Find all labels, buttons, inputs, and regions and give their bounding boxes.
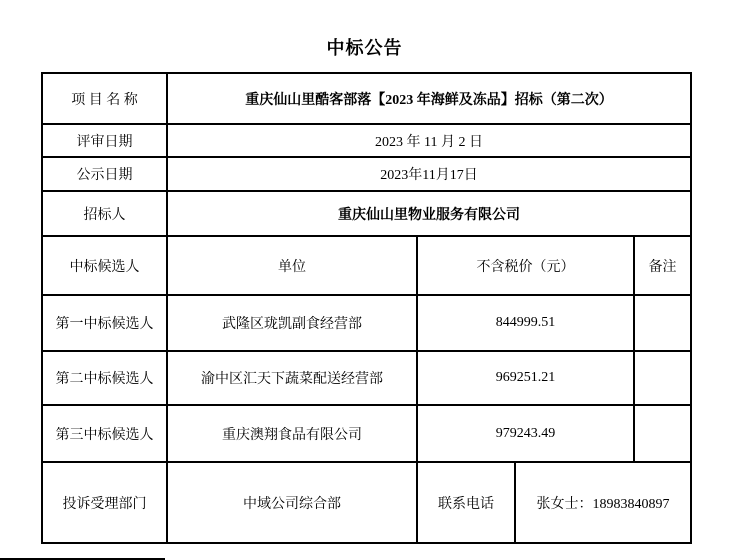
candidate-2-unit: 渝中区汇天下蔬菜配送经营部 — [167, 351, 417, 405]
review-date-value: 2023 年 11 月 2 日 — [167, 124, 691, 157]
candidate-3-rank: 第三中标候选人 — [42, 405, 167, 462]
tenderee-row — [42, 191, 691, 236]
candidate-row-2 — [42, 351, 691, 405]
page-title: 中标公告 — [326, 38, 403, 58]
candidate-row-1 — [42, 295, 691, 351]
project-name-value: 重庆仙山里酷客部落【2023 年海鲜及冻品】招标（第二次） — [167, 73, 691, 124]
publicity-date-row — [42, 157, 691, 191]
candidate-2-rank: 第二中标候选人 — [42, 351, 167, 405]
candidate-1-remark — [634, 295, 691, 351]
complaint-dept-label: 投诉受理部门 — [42, 462, 167, 543]
publicity-date-value: 2023年11月17日 — [167, 157, 691, 191]
candidate-column-header: 中标候选人 — [42, 236, 167, 295]
project-name-label: 项 目 名 称 — [42, 73, 167, 124]
candidate-1-rank: 第一中标候选人 — [42, 295, 167, 351]
review-date-label: 评审日期 — [42, 124, 167, 157]
candidate-2-price: 969251.21 — [417, 351, 634, 405]
tenderee-label: 招标人 — [42, 191, 167, 236]
phone-label: 联系电话 — [417, 462, 515, 543]
tenderee-value: 重庆仙山里物业服务有限公司 — [167, 191, 691, 236]
price-column-header: 不含税价（元） — [417, 236, 634, 295]
candidate-3-unit: 重庆澳翔食品有限公司 — [167, 405, 417, 462]
candidate-2-remark — [634, 351, 691, 405]
publicity-date-label: 公示日期 — [42, 157, 167, 191]
remark-column-header: 备注 — [634, 236, 691, 295]
complaint-dept-value: 中域公司综合部 — [167, 462, 417, 543]
review-date-row — [42, 124, 691, 157]
candidate-1-price: 844999.51 — [417, 295, 634, 351]
candidate-1-unit: 武隆区珑凯副食经营部 — [167, 295, 417, 351]
candidate-3-remark — [634, 405, 691, 462]
phone-contact-value: 张女士：18983840897 — [515, 462, 691, 543]
candidate-row-3 — [42, 405, 691, 462]
candidate-3-price: 979243.49 — [417, 405, 634, 462]
project-name-row — [42, 73, 691, 124]
bid-announcement-table — [41, 72, 692, 544]
unit-column-header: 单位 — [167, 236, 417, 295]
complaint-row — [42, 462, 691, 543]
candidates-header-row — [42, 236, 691, 295]
